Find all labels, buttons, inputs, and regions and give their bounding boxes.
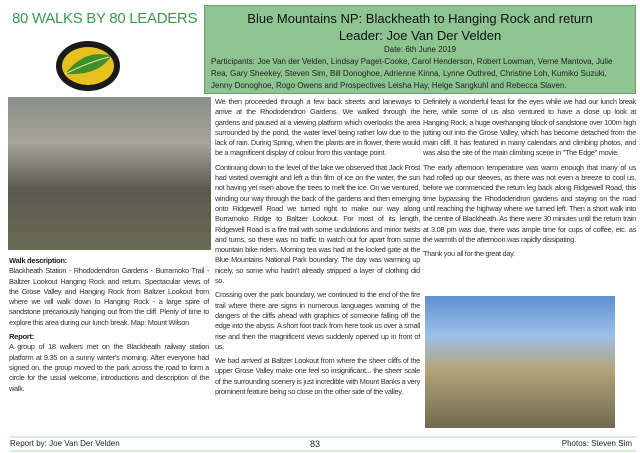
walk-description-text: Blackheath Station - Rhododendron Gardens - Burramoko Trail - Baltzer Lookout Hanging Rock and return. Spectacular views of the Grose Valley and Hanging Rock from Baltzer Lookout from where we will walk down to Hanging Rock - a large spire of sandstone precariously hanging out from the cliff. Plenty of time to explore this area during our lunch break. Map: Mount Wilson	[9, 266, 209, 327]
participants: Participants: Joe Van der Velden, Lindsay Paget-Cooke, Carol Henderson, Robert Lowman, Verne Mantova, Julie Rea, Gary Sheekey, Steven Sim, Bill Donoghoe, Adrienne Kinna, Lynne Outhred, Christine Loh, Kumiko Suzuki, Jenny Donoghoe, Rogo Owens and Prospectives Leisha Hay, Helge Sangkuhl and Rebecca Slaven.	[211, 57, 613, 90]
bush-club-logo	[55, 40, 121, 92]
report-paragraph: A group of 18 walkers met on the Blackheath railway station platform at 9.35 on a sunny winter's morning. After everyone had signed on, the group moved to the park across the road to form a circle for the usual welcome, introductions and description of the walk.	[9, 342, 209, 393]
walk-description-heading: Walk description:	[9, 256, 67, 265]
brand-title: 80 WALKS BY 80 LEADERS	[12, 10, 198, 27]
footer	[10, 436, 636, 452]
column-left	[9, 256, 209, 398]
leader: Leader: Joe Van Der Velden	[338, 28, 502, 43]
report-paragraph: Definitely a wonderful feast for the eyes while we had our lunch break here, while some of us also ventured to have a close up look at Hanging Rock, a huge overhanging block of sandstone over 100m high jutting out into the Grose Valley, which has become detached from the main cliff. It has featured in many calendars and climbing photos, and was also the site of the main climbing scene in "The Edge" movie.	[423, 97, 636, 158]
walk-title: Blue Mountains NP: Blackheath to Hanging Rock and return	[247, 11, 593, 26]
report-paragraph: Continuing down to the level of the lake we observed that Jack Frost had visited overnight and left a thin film of ice on the water, the sun not having yet risen above the trees to melt the ice. On we ventured, winding our way through the back of the gardens and then emerging onto Ridgewell Road we turned right to make our way along Burramoko Ridge to Baltzer Lookout. For most of its length, Ridgewell Road is a fire trail with some undulations and minor twists and turns, so there was no traffic to watch out for apart from some mountain bike riders. Morning tea was had at the locked gate at the Blue Mountains National Park boundary. The day was warming up nicely, so some who hadn't already stripped a layer of clothing did so.	[215, 162, 420, 286]
walk-date: Date: 6th June 2019	[383, 45, 457, 54]
column-right	[423, 97, 636, 263]
report-paragraph: Thank you all for the great day.	[423, 249, 515, 259]
report-paragraph: We had arrived at Baltzer Lookout from where the sheer cliffs of the upper Grose Valley make one feel so insignificant... the sheer scale of the surrounding scenery is just incredible with Mount Banks a very prominent feature being so close on the other side of the valley.	[215, 356, 420, 397]
group-photo-lookout	[425, 296, 615, 428]
report-heading: Report:	[9, 332, 34, 342]
group-photo-station	[8, 97, 211, 250]
report-paragraph: We then proceeded through a few back streets and laneways to arrive at the Rhododendron Gardens. We walked through the gardens and paused at a viewing platform which overlooks the area surrounded by the pond, the water level being rather low due to the lack of rain. During Spring, when the plants are in flower, there would be a magnificent display of colour from this vantage point.	[215, 97, 420, 158]
report-paragraph: The early afternoon temperature was warm enough that many of us had rolled up our sleeves, as there was not even a breeze to cool us, before we commenced the return leg back along Ridgewell Road, this time bypassing the Rhododendron gardens and staying on the road until reaching the highway where we turned left. Then a short walk into the centre of Blackheath. As there were 30 minutes until the return train at 3.08 pm was due, there was ample time for cups of coffee, etc. as the warmth of the afternoon was rapidly dissipating.	[423, 162, 636, 244]
photos-credit: Photos: Steven Sim	[561, 439, 632, 448]
report-by: Report by: Joe Van Der Velden	[10, 439, 120, 448]
report-paragraph: Crossing over the park boundary, we continued to the end of the fire trail where there are signs in numerous languages warning of the dangers of the cliffs ahead with graphics of someone falling off the edge into the abyss. A short foot track from here took us over a small rise and then the magnificent views suddenly opened up in front of us.	[215, 290, 420, 351]
page-number: 83	[310, 439, 321, 449]
title-box	[204, 5, 636, 94]
column-middle	[215, 97, 420, 401]
